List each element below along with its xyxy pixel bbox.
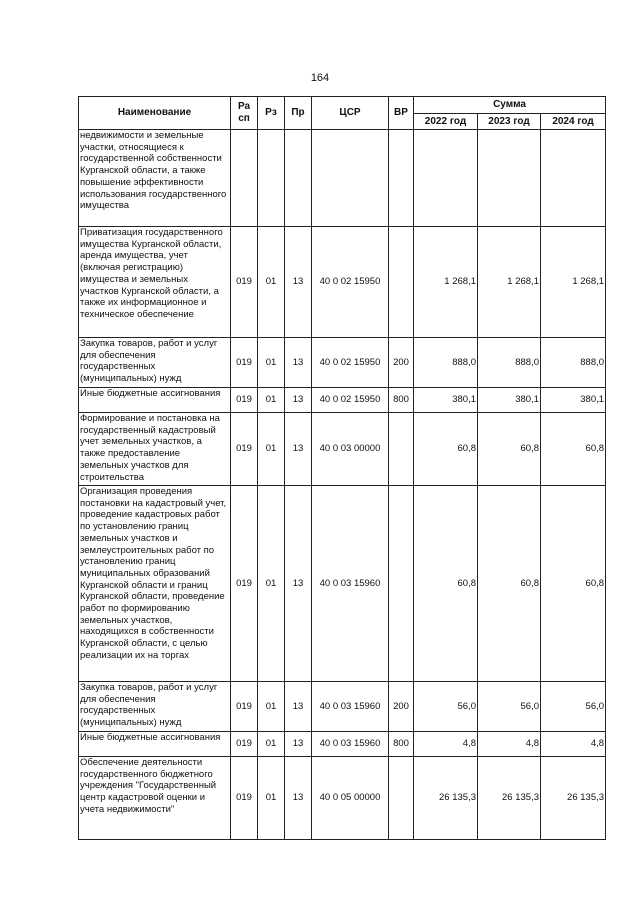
row-pr: 13 [285,227,312,338]
row-csr: 40 0 02 15950 [312,388,389,413]
row-sum-2023: 380,1 [478,388,541,413]
row-sum-2022: 888,0 [414,338,478,388]
row-sum-2023 [478,130,541,227]
row-vr: 200 [389,338,414,388]
header-rz: Рз [258,97,285,130]
row-sum-2024: 60,8 [541,486,606,682]
row-rasp: 019 [231,338,258,388]
header-sum: Сумма [414,97,606,114]
row-sum-2024: 888,0 [541,338,606,388]
row-sum-2024: 26 135,3 [541,757,606,840]
header-2022: 2022 год [414,114,478,130]
row-rasp: 019 [231,732,258,757]
row-sum-2023: 60,8 [478,413,541,486]
row-name: Организация проведения постановки на кадастровый учет, проведение кадастровых работ по установлению границ земельных участков и землеустроительных работ по установлению границ муниципальных образований Курганской области и границ Курганской области, проведение работ по формированию земельных участков, находящихся в собственности Курганской области, с целью реализации их на торгах [79,486,231,682]
row-name: Обеспечение деятельности государственного бюджетного учреждения "Государственный центр кадастровой оценки и учета недвижимости" [79,757,231,840]
row-csr: 40 0 05 00000 [312,757,389,840]
header-vr: ВР [389,97,414,130]
row-vr [389,486,414,682]
row-name: недвижимости и земельные участки, относящиеся к государственной собственности Курганской области, а также повышение эффективности использования государственного имущества [79,130,231,227]
row-pr [285,130,312,227]
row-rasp: 019 [231,757,258,840]
row-name: Приватизация государственного имущества Курганской области, аренда имущества, учет (включая регистрацию) имущества и земельных участков Курганской области, а также их информационное и техническое обеспечение [79,227,231,338]
row-rz: 01 [258,413,285,486]
row-pr: 13 [285,413,312,486]
row-vr [389,413,414,486]
row-sum-2022: 56,0 [414,682,478,732]
table-row [79,227,606,338]
row-pr: 13 [285,486,312,682]
row-csr: 40 0 03 00000 [312,413,389,486]
row-vr [389,757,414,840]
row-rasp: 019 [231,413,258,486]
table-row [79,757,606,840]
table-row [79,130,606,227]
budget-table [78,96,606,840]
row-name: Формирование и постановка на государственный кадастровый учет земельных участков, а также предоставление земельных участков для строительства [79,413,231,486]
row-name: Закупка товаров, работ и услуг для обеспечения государственных (муниципальных) нужд [79,338,231,388]
row-sum-2024: 60,8 [541,413,606,486]
row-sum-2023: 26 135,3 [478,757,541,840]
page-number: 164 [310,72,330,84]
row-sum-2024: 1 268,1 [541,227,606,338]
row-sum-2022 [414,130,478,227]
table-row [79,682,606,732]
row-rz: 01 [258,227,285,338]
row-name: Закупка товаров, работ и услуг для обеспечения государственных (муниципальных) нужд [79,682,231,732]
row-sum-2024: 56,0 [541,682,606,732]
table-row [79,413,606,486]
row-vr [389,227,414,338]
header-2024: 2024 год [541,114,606,130]
table-row [79,388,606,413]
row-rasp: 019 [231,388,258,413]
row-sum-2023: 4,8 [478,732,541,757]
header-2023: 2023 год [478,114,541,130]
table-row [79,486,606,682]
row-name: Иные бюджетные ассигнования [79,388,231,413]
row-pr: 13 [285,732,312,757]
header-pr: Пр [285,97,312,130]
row-rasp [231,130,258,227]
row-pr: 13 [285,388,312,413]
header-name: Наименование [79,97,231,130]
row-rz: 01 [258,732,285,757]
row-vr: 800 [389,732,414,757]
row-pr: 13 [285,338,312,388]
row-rz: 01 [258,757,285,840]
row-rasp: 019 [231,682,258,732]
row-sum-2024 [541,130,606,227]
row-sum-2022: 60,8 [414,413,478,486]
row-csr: 40 0 02 15950 [312,227,389,338]
row-sum-2022: 60,8 [414,486,478,682]
row-sum-2023: 1 268,1 [478,227,541,338]
row-sum-2022: 1 268,1 [414,227,478,338]
row-rz: 01 [258,388,285,413]
row-sum-2024: 380,1 [541,388,606,413]
row-csr: 40 0 03 15960 [312,486,389,682]
row-vr [389,130,414,227]
header-csr: ЦСР [312,97,389,130]
row-rasp: 019 [231,486,258,682]
header-rasp: Ра сп [231,97,258,130]
row-sum-2023: 56,0 [478,682,541,732]
row-rasp: 019 [231,227,258,338]
row-rz [258,130,285,227]
table-row [79,732,606,757]
row-csr [312,130,389,227]
row-csr: 40 0 03 15960 [312,732,389,757]
table-row [79,338,606,388]
row-vr: 200 [389,682,414,732]
row-rz: 01 [258,486,285,682]
row-sum-2023: 888,0 [478,338,541,388]
row-sum-2022: 4,8 [414,732,478,757]
row-rz: 01 [258,682,285,732]
row-sum-2022: 380,1 [414,388,478,413]
row-rz: 01 [258,338,285,388]
row-pr: 13 [285,757,312,840]
row-csr: 40 0 02 15950 [312,338,389,388]
row-csr: 40 0 03 15960 [312,682,389,732]
row-sum-2023: 60,8 [478,486,541,682]
row-vr: 800 [389,388,414,413]
row-name: Иные бюджетные ассигнования [79,732,231,757]
row-sum-2022: 26 135,3 [414,757,478,840]
row-pr: 13 [285,682,312,732]
row-sum-2024: 4,8 [541,732,606,757]
